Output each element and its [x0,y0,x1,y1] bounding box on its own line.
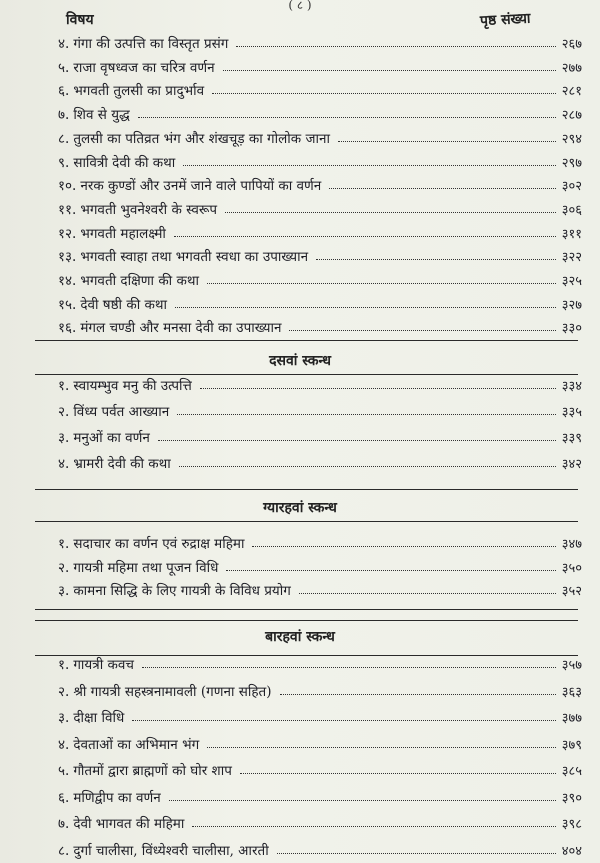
toc-entry [58,243,582,265]
entry-page: ३५० [561,560,582,576]
page-count-header: पृष्ठ संख्या [479,10,531,30]
entry-title: भगवती तुलसी का प्रादुर्भाव [73,83,205,100]
toc-entry [58,678,582,700]
dot-leader [132,720,555,721]
dot-leader [252,546,555,547]
toc-entry [58,530,582,552]
toc-entry [58,810,582,832]
entry-page: ३२७ [561,297,582,313]
toc-entry [58,731,582,753]
toc-entry [58,172,582,194]
entry-number: १. [58,378,70,394]
entry-title: राजा वृषध्वज का चरित्र वर्णन [73,59,215,76]
entry-number: २. [58,683,70,700]
entry-number: ४. [58,736,70,753]
dot-leader [177,414,556,415]
entry-title: भगवती महालक्ष्मी [80,225,166,242]
toc-entry [58,125,582,147]
entry-title: गायत्री महिमा तथा पूजन विधि [73,559,219,576]
entry-page: ३३५ [561,405,582,420]
entry-number: ३. [58,583,70,599]
entry-number: १४. [58,273,77,289]
dot-leader [192,826,555,827]
toc-entry [58,291,582,313]
toc-entry [58,651,582,673]
entry-number: १३. [58,249,77,266]
entry-title: दीक्षा विधि [73,710,125,726]
dot-leader [158,440,556,441]
entry-title: मणिद्वीप का वर्णन [73,789,161,806]
entry-page: ३०६ [561,202,582,218]
entry-page: २७७ [561,60,582,76]
entry-number: १६. [58,320,77,337]
toc-entry [58,398,582,420]
toc-entry [58,220,582,242]
entry-number: ७. [58,107,70,124]
dot-leader [200,388,556,389]
entry-number: १०. [58,178,77,195]
entry-page: ३५७ [561,658,582,673]
entry-number: २. [58,559,70,576]
dot-leader [142,667,556,668]
entry-page: ४०४ [561,843,582,859]
dot-leader [183,165,555,166]
entry-number: ३. [58,710,70,726]
entry-page: २९४ [561,131,582,147]
toc-entry [58,424,582,446]
toc-entry [58,77,582,99]
entry-title: गौतमों द्वारा ब्राह्मणों को घोर शाप [73,763,232,779]
entry-page: २९७ [561,155,582,171]
dot-leader [212,93,556,94]
section-title: ग्यारहवां स्कन्ध [263,500,337,516]
entry-title: स्वायम्भुव मनु की उत्पत्ति [73,378,192,394]
entry-title: मनुओं का वर्णन [73,430,150,446]
toc-entry [58,101,582,123]
entry-page: ३७७ [561,711,582,726]
divider-line [35,489,578,490]
toc-entry [58,837,582,859]
dot-leader [280,694,556,695]
dot-leader [240,773,556,774]
dot-leader [138,117,556,118]
dot-leader [175,307,556,308]
entry-number: ५. [58,59,70,76]
entry-title: दुर्गा चालीसा, विंध्येश्वरी चालीसा, आरती [73,842,269,859]
entry-page: ३०२ [561,179,582,195]
entry-page: ३३४ [561,379,582,394]
entry-title: नरक कुण्डों और उनमें जाने वाले पापियों का वर्णन [80,178,322,195]
entry-page: ३२५ [561,274,582,289]
entry-number: ६. [58,789,70,806]
toc-entry [58,372,582,394]
entry-title: देवी भागवत की महिमा [73,816,185,832]
entry-number: ५. [58,763,70,779]
section-title: बारहवां स्कन्ध [265,629,335,645]
entry-number: ४. [58,456,70,472]
toc-entry [58,196,582,218]
dot-leader [169,800,556,801]
dot-leader [289,330,555,331]
toc-entry [58,784,582,806]
entry-page: २८१ [561,84,582,100]
divider-line [35,609,578,610]
toc-entry [58,757,582,779]
entry-number: ४. [58,36,70,52]
dot-leader [207,283,556,284]
entry-number: १५. [58,296,77,313]
toc-entry [58,450,582,472]
section-title: दसवां स्कन्ध [269,353,331,369]
entry-number: २. [58,404,70,420]
entry-title: देवताओं का अभिमान भंग [73,736,200,753]
entry-number: ७. [58,816,70,832]
entry-page: ३४७ [561,537,582,552]
entry-number: १. [58,657,70,673]
entry-page: २६७ [561,37,582,52]
entry-title: मंगल चण्डी और मनसा देवी का उपाख्यान [80,320,282,337]
entry-number: १२. [58,225,77,242]
dot-leader [299,593,556,594]
dot-leader [338,141,556,142]
divider-line [35,620,578,621]
toc-entry [58,30,582,52]
entry-title: सदाचार का वर्णन एवं रुद्राक्ष महिमा [73,536,245,552]
entry-page: ३९० [561,790,582,806]
entry-page: २८७ [561,108,582,124]
entry-title: गायत्री कवच [73,657,134,673]
entry-title: विंध्य पर्वत आख्यान [73,404,170,420]
entry-page: ३७९ [561,737,582,753]
entry-page: ३३९ [561,431,582,446]
toc-entry [58,149,582,171]
dot-leader [174,236,556,237]
entry-title: भगवती भुवनेश्वरी के स्वरूप [80,201,218,218]
entry-number: ६. [58,83,70,100]
entry-page: ३५२ [561,584,582,599]
entry-page: ३२२ [561,250,582,266]
toc-entry [58,54,582,76]
dot-leader [277,853,556,854]
entry-title: भ्रामरी देवी की कथा [73,456,171,472]
dot-leader [226,570,555,571]
toc-entry [58,314,582,336]
divider-line [35,521,578,522]
entry-title: शिव से युद्ध [73,107,130,124]
divider-line [35,340,578,341]
entry-title: तुलसी का पतिव्रत भंग और शंखचूड़ का गोलोक जाना [73,130,330,147]
entry-page: ३११ [561,226,582,242]
entry-page: ३६३ [561,684,582,700]
page-number: ( ८ ) [288,0,312,12]
entry-title: सावित्री देवी की कथा [73,154,176,171]
dot-leader [223,70,556,71]
toc-entry [58,704,582,726]
entry-number: ११. [58,201,77,218]
subject-header: विषय [66,12,94,28]
entry-number: १. [58,536,70,552]
entry-number: ९. [58,154,70,171]
dot-leader [316,259,556,260]
entry-title: भगवती दक्षिणा की कथा [80,273,199,289]
dot-leader [179,466,556,467]
entry-page: ३८५ [561,764,582,779]
dot-leader [236,46,555,47]
toc-entry [58,577,582,599]
entry-page: ३९८ [561,817,582,832]
entry-title: कामना सिद्धि के लिए गायत्री के विविध प्रयोग [73,583,291,599]
dot-leader [207,747,556,748]
entry-number: ८. [58,130,70,147]
dot-leader [225,212,556,213]
dot-leader [329,188,555,189]
entry-number: ८. [58,842,70,859]
toc-entry [58,554,582,576]
entry-number: ३. [58,430,70,446]
entry-page: ३४२ [561,457,582,472]
toc-entry [58,267,582,289]
entry-title: देवी षष्ठी की कथा [80,296,167,313]
entry-title: श्री गायत्री सहस्त्रनामावली (गणना सहित) [73,683,272,700]
entry-title: भगवती स्वाहा तथा भगवती स्वधा का उपाख्यान [80,249,309,266]
entry-title: गंगा की उत्पत्ति का विस्तृत प्रसंग [73,36,229,52]
entry-page: ३३० [561,321,582,337]
